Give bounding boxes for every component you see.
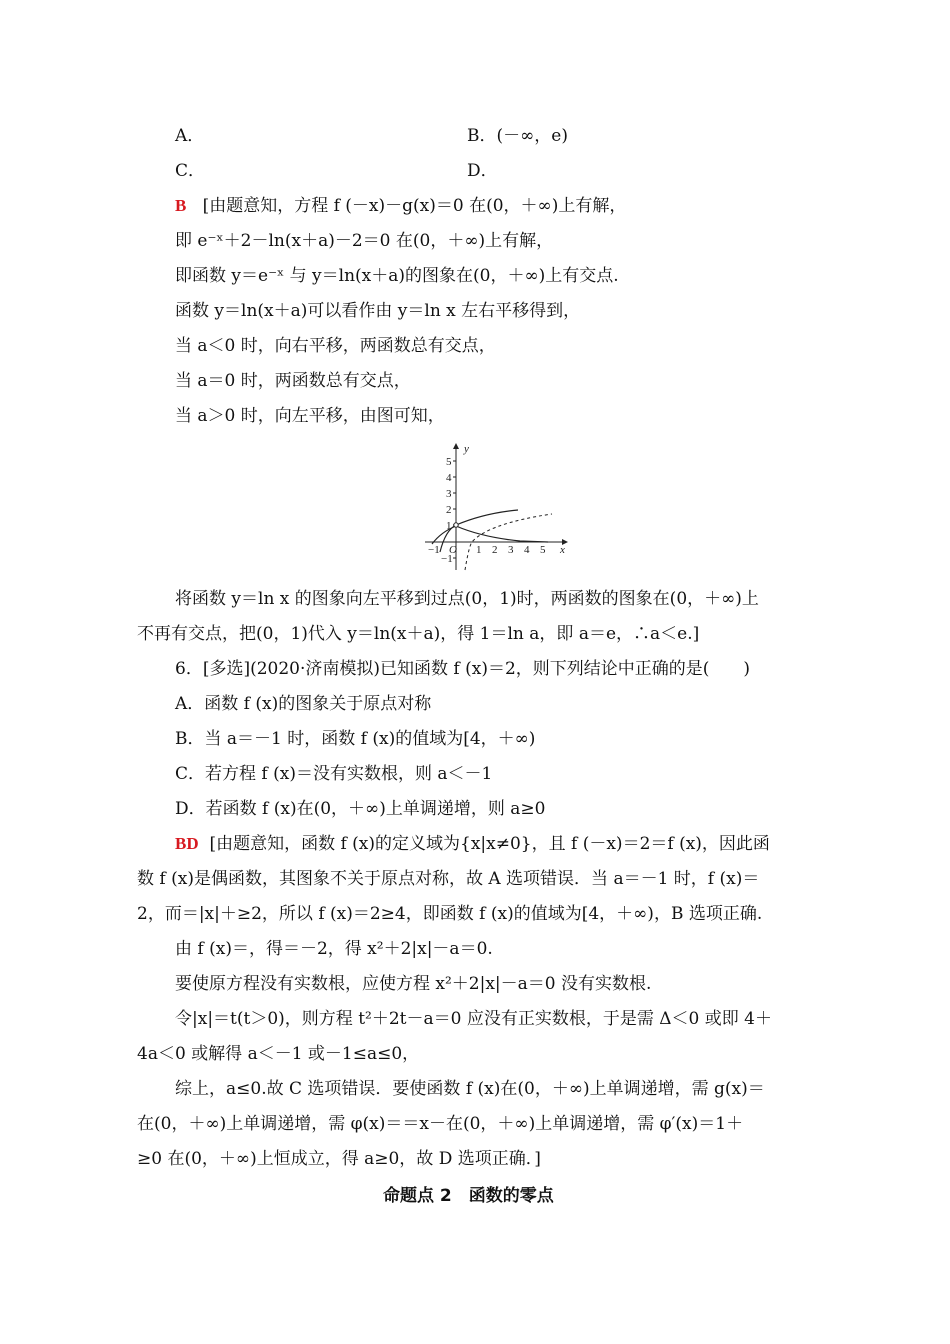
solution-6-line: 2，而＝|x|＋≥2，所以 f (x)＝2≥4，即函数 f (x)的值域为[4，＋∞)，B 选项正确. (137, 904, 763, 924)
exp-decay-curve (432, 526, 548, 544)
question-6-stem: 6．[多选](2020·济南模拟)已知函数 f (x)＝2，则下列结论中正确的是( ) (175, 659, 751, 679)
solution-6-line: 4a＜0 或解得 a＜－1 或－1≤a≤0， (137, 1044, 420, 1064)
solution-1-conclusion: 将函数 y＝ln x 的图象向左平移到过点(0，1)时，两函数的图象在(0，＋∞)上 (175, 589, 759, 609)
solution-6-line: 综上，a≤0.故 C 选项错误．要使函数 f (x)在(0，＋∞)上单调递增，需 g(x)＝ (175, 1079, 765, 1099)
answer-label: BD (175, 834, 199, 853)
solution-6-line: ≥0 在(0，＋∞)上恒成立，得 a≥0，故 D 选项正确．] (137, 1149, 541, 1169)
option-a: A． (175, 126, 205, 146)
section-heading: 命题点 2 函数的零点 (383, 1186, 554, 1206)
y-axis-label: y (464, 443, 469, 455)
question-6-option-b: B．当 a＝－1 时，函数 f (x)的值域为[4，＋∞) (175, 729, 536, 749)
solution-text: [由题意知，函数 f (x)的定义域为{x|x≠0}，且 f (－x)＝2＝f (x)，因此函 (209, 834, 770, 854)
question-6-option-c: C．若方程 f (x)＝没有实数根，则 a＜－1 (175, 764, 493, 784)
y-tick-label: 3 (446, 488, 452, 500)
option-c: C． (175, 161, 206, 181)
solution-6-line: 在(0，＋∞)上单调递增，需 φ(x)＝＝x－在(0，＋∞)上单调递增，需 φ′(x)＝1＋ (137, 1114, 744, 1134)
x-tick-label: 4 (524, 544, 530, 556)
solution-1-line: 即函数 y＝e⁻ˣ 与 y＝ln(x＋a)的图象在(0，＋∞)上有交点. (175, 266, 619, 286)
solution-text: [由题意知，方程 f (－x)－g(x)＝0 在(0，＋∞)上有解， (202, 196, 627, 216)
x-tick-label: −1 (428, 544, 440, 556)
solution-6-line: 由 f (x)＝，得＝－2，得 x²＋2|x|－a＝0. (175, 939, 493, 959)
y-tick-label: 1 (446, 520, 452, 532)
solution-6-line: 数 f (x)是偶函数，其图象不关于原点对称，故 A 选项错误．当 a＝－1 时，f (x)＝ (137, 869, 760, 889)
x-tick-label: 3 (508, 544, 514, 556)
solution-6-line (175, 832, 770, 856)
solution-1-conclusion: 不再有交点，把(0，1)代入 y＝ln(x＋a)，得 1＝ln a，即 a＝e，∴a＜e.] (137, 624, 700, 644)
y-tick-label: 4 (446, 472, 452, 484)
solution-6-line: 令|x|＝t(t＞0)，则方程 t²＋2t－a＝0 应没有正实数根，于是需 Δ＜0 或即 4＋ (175, 1009, 772, 1029)
y-tick-label: 2 (446, 504, 452, 516)
x-tick-label: 5 (540, 544, 546, 556)
y-tick-label: 5 (446, 456, 452, 468)
x-tick-label: 2 (492, 544, 498, 556)
intersection-point (454, 523, 458, 527)
y-tick-label: −1 (441, 553, 453, 565)
solution-1-line: 即 e⁻ˣ＋2－ln(x＋a)－2＝0 在(0，＋∞)上有解， (175, 231, 554, 251)
solution-1-line: 当 a＞0 时，向左平移，由图可知， (175, 406, 445, 426)
function-graph-figure (420, 440, 570, 572)
solution-1-line: 函数 y＝ln(x＋a)可以看作由 y＝ln x 左右平移得到， (175, 301, 581, 321)
option-d: D． (467, 161, 498, 181)
solution-1-line (175, 194, 626, 218)
answer-label: B (175, 196, 187, 215)
solution-6-line: 要使原方程没有实数根，应使方程 x²＋2|x|－a＝0 没有实数根. (175, 974, 652, 994)
y-axis-arrow-icon (453, 443, 459, 449)
option-b: B．(－∞，e) (467, 126, 568, 146)
question-6-option-d: D．若函数 f (x)在(0，＋∞)上单调递增，则 a≥0 (175, 799, 546, 819)
solution-1-line: 当 a＝0 时，两函数总有交点， (175, 371, 411, 391)
x-axis-label: x (560, 544, 565, 556)
origin-label: O (449, 544, 457, 556)
x-tick-label: 1 (476, 544, 482, 556)
solution-1-line: 当 a＜0 时，向右平移，两函数总有交点， (175, 336, 496, 356)
question-6-option-a: A．函数 f (x)的图象关于原点对称 (175, 694, 432, 714)
